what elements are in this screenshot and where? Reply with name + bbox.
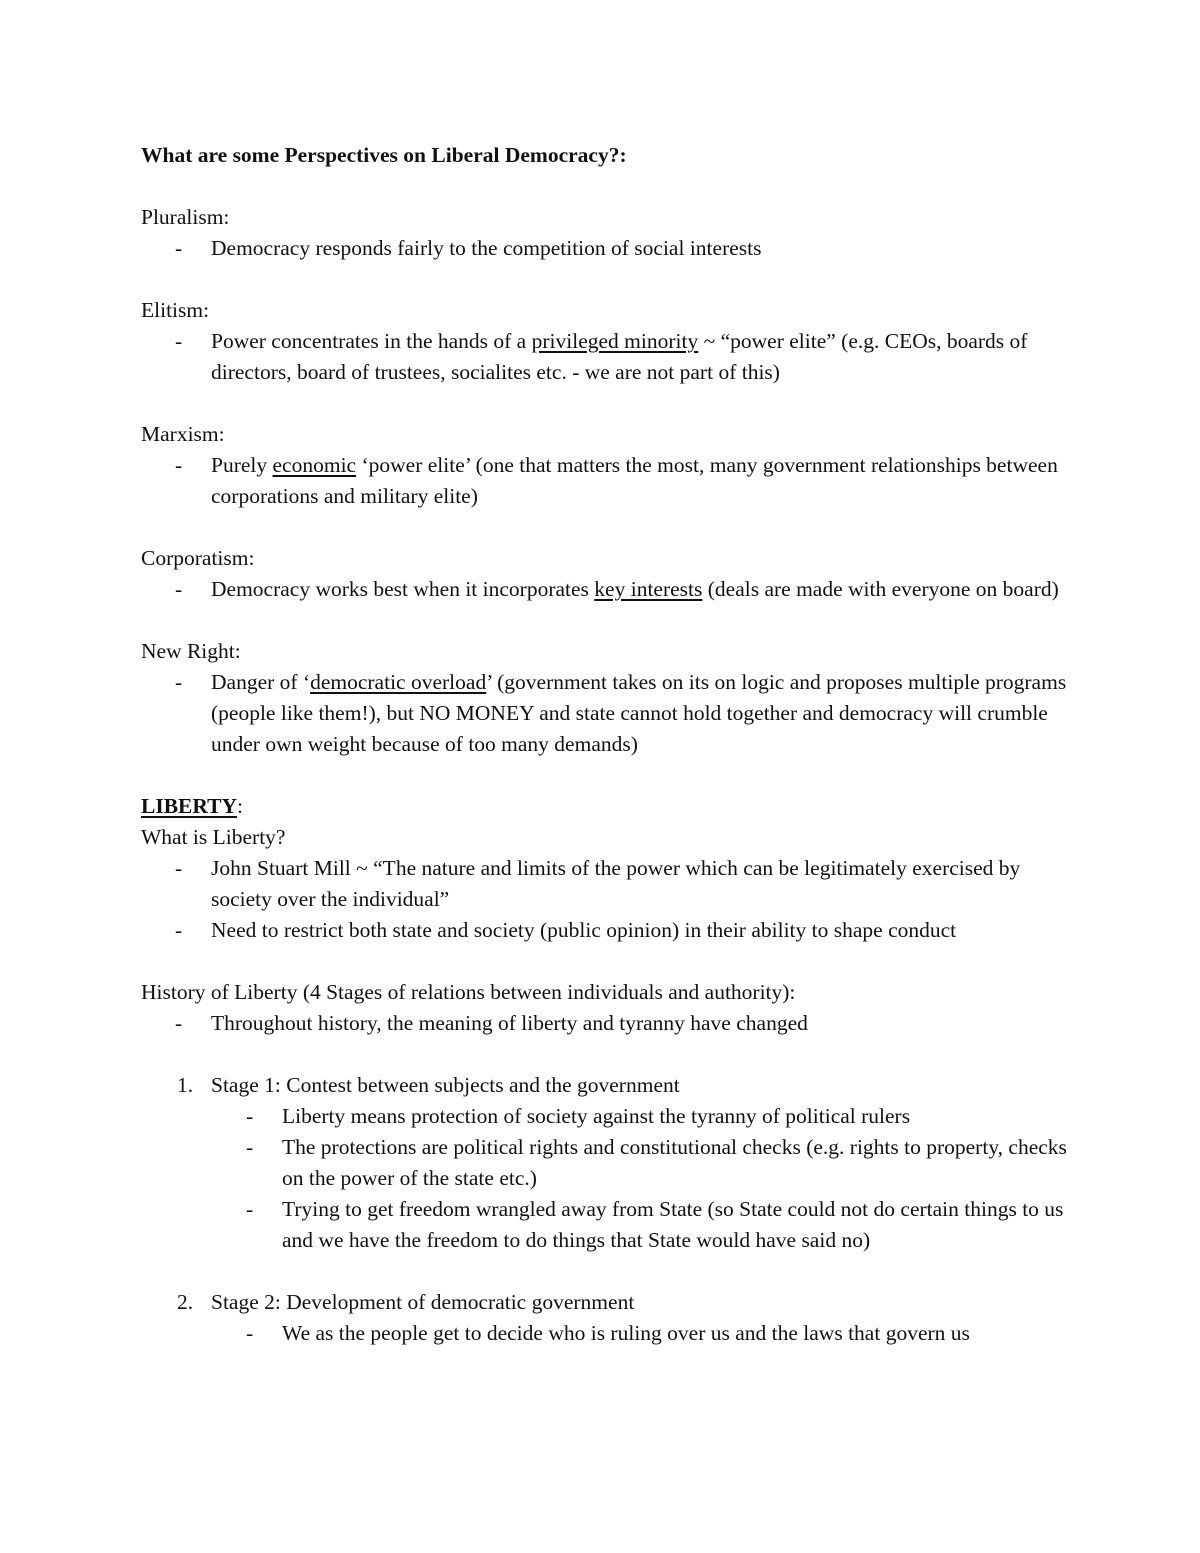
bullet-text-post: ~ “power elite” (e.g. CEOs, boards of directors, board of trustees, socialites etc. - we are not part of this) [211,329,1028,384]
liberty-colon: : [237,794,244,818]
liberty-question: What is Liberty? [141,825,286,849]
section-corporatism [141,543,1071,605]
underlined-term: economic [272,453,357,477]
bullet-text: The protections are political rights and constitutional checks (e.g. rights to property, checks on the power of the state etc.) [282,1135,1067,1190]
section-heading: Elitism: [141,298,210,322]
bullet-dash: - [175,453,183,477]
bullet-text: Need to restrict both state and society (public opinion) in their ability to shape conduct [211,918,957,942]
stage-title: Stage 2: Development of democratic government [211,1290,635,1314]
section-liberty [141,791,1071,946]
bullet-text-pre: Democracy works best when it incorporates [211,577,595,601]
bullet-text-post: ‘power elite’ (one that matters the most, many government relationships between corporations and military elite) [211,453,1058,508]
bullet-text: We as the people get to decide who is ruling over us and the laws that govern us [282,1321,970,1345]
bullet-dash: - [175,577,183,601]
section-heading: Marxism: [141,422,225,446]
section-elitism [141,295,1071,388]
stage-1 [141,1070,1071,1256]
section-heading: Corporatism: [141,546,255,570]
stage-title: Stage 1: Contest between subjects and the government [211,1073,680,1097]
underlined-term: democratic overload [310,670,487,694]
section-heading: New Right: [141,639,241,663]
stage-2 [141,1287,1071,1349]
bullet-item [141,667,1071,760]
section-history [141,977,1071,1039]
underlined-term: key interests [594,577,703,601]
bullet-text: Democracy responds fairly to the competition of social interests [211,236,762,260]
section-heading: Pluralism: [141,205,230,229]
bullet-item [141,450,1071,512]
bullet-dash: - [175,856,183,880]
bullet-dash: - [246,1135,254,1159]
bullet-dash: - [246,1321,254,1345]
bullet-item [141,233,1071,264]
bullet-text-pre: Danger of ‘ [211,670,311,694]
bullet-item [141,853,1071,915]
bullet-text: Trying to get freedom wrangled away from State (so State could not do certain things to us and we have the freedom to do things that State would have said no) [282,1197,1064,1252]
list-number: 1. [177,1073,194,1097]
liberty-heading [141,791,1071,822]
sub-bullet-item [141,1132,1071,1194]
bullet-item [141,326,1071,388]
numbered-item [141,1070,1071,1101]
bullet-dash: - [246,1104,254,1128]
section-heading: History of Liberty (4 Stages of relations between individuals and authority): [141,980,796,1004]
bullet-dash: - [246,1197,254,1221]
bullet-dash: - [175,329,183,353]
numbered-item [141,1287,1071,1318]
bullet-item [141,574,1071,605]
bullet-dash: - [175,670,183,694]
section-marxism [141,419,1071,512]
underlined-term: privileged minority [531,329,699,353]
list-number: 2. [177,1290,194,1314]
bullet-dash: - [175,236,183,260]
bullet-text-post: ’ (government takes on its on logic and proposes multiple programs (people like them!), but NO MONEY and state cannot hold together and democracy will crumble under own weight because of too many demands) [211,670,1067,756]
bullet-text: Liberty means protection of society against the tyranny of political rulers [282,1104,911,1128]
bullet-text: Throughout history, the meaning of liberty and tyranny have changed [211,1011,808,1035]
document-title: What are some Perspectives on Liberal Democracy?: [141,143,627,167]
bullet-dash: - [175,918,183,942]
section-pluralism [141,202,1071,264]
bullet-dash: - [175,1011,183,1035]
liberty-title: LIBERTY [141,794,238,818]
sub-bullet-item [141,1194,1071,1256]
bullet-text-pre: Power concentrates in the hands of a [211,329,532,353]
bullet-text-pre: Purely [211,453,273,477]
sub-bullet-item [141,1318,1071,1349]
sub-bullet-item [141,1101,1071,1132]
bullet-item [141,1008,1071,1039]
section-new-right [141,636,1071,760]
bullet-text-post: (deals are made with everyone on board) [702,577,1059,601]
document-content [141,140,1071,1349]
bullet-item [141,915,1071,946]
bullet-text: John Stuart Mill ~ “The nature and limits of the power which can be legitimately exercised by society over the individual” [211,856,1021,911]
